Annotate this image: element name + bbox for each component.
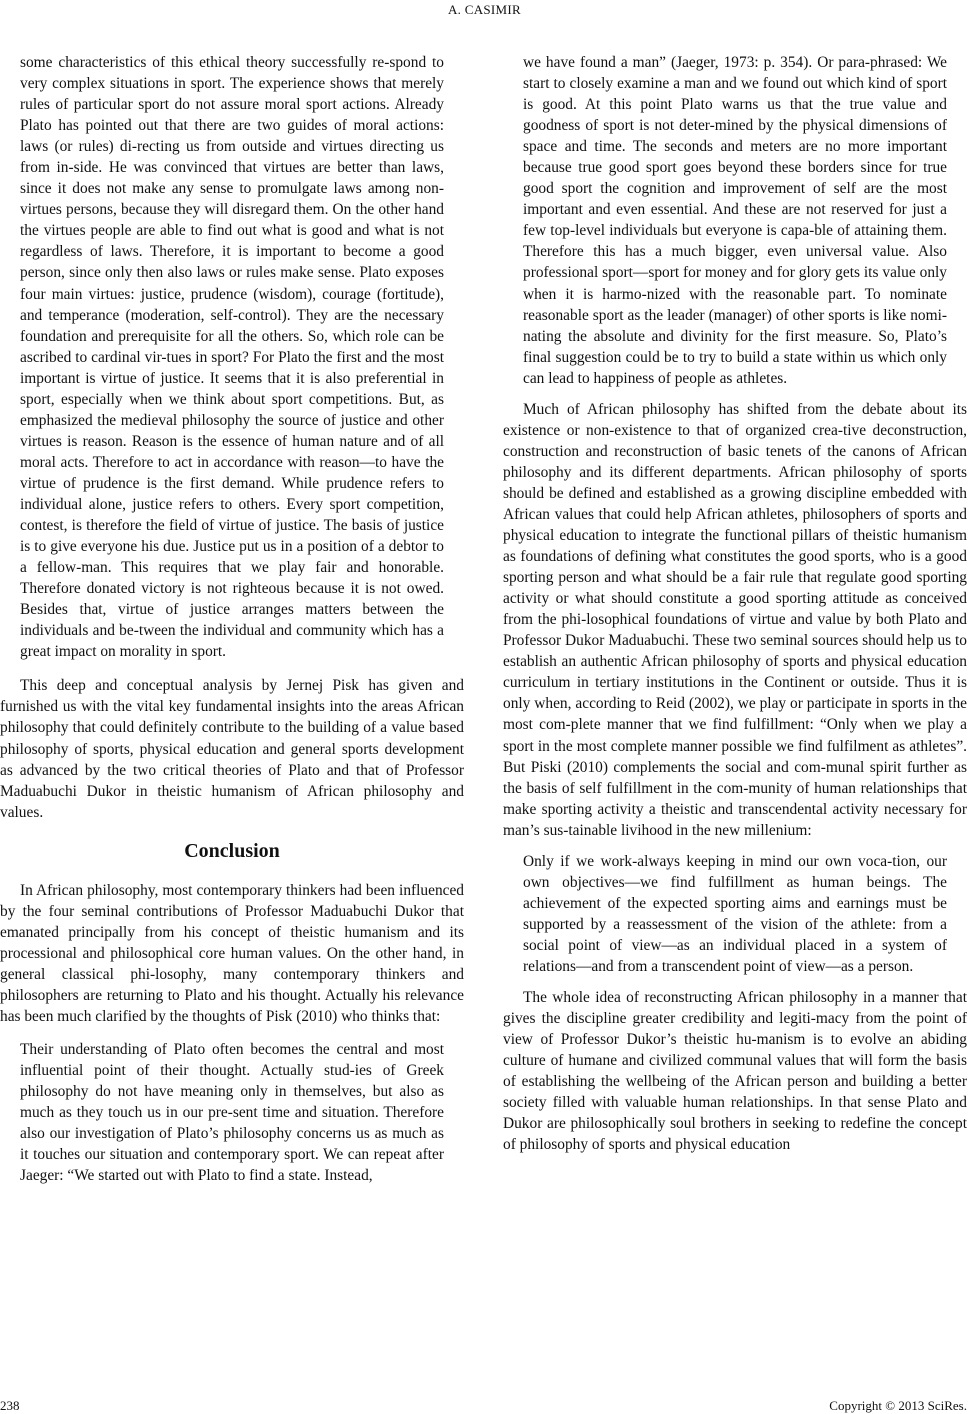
paragraph-pisk-analysis: This deep and conceptual analysis by Jernej Pisk has given and furnished us with the vital key fundamental insights into the areas African philosophy that could definitely contribute to the building of a value based philosophy of sports, physical education and general sports development as advanced by the two critical theories of Plato and that of Professor Maduabuchi Dukor in theistic humanism of African philosophy and values.: [0, 677, 464, 821]
page-number: 238: [0, 1398, 20, 1413]
section-heading-conclusion: Conclusion: [184, 839, 280, 862]
right-column: [503, 52, 967, 1155]
block-quote-jaeger: we have found a man” (Jaeger, 1973: p. 354). Or para-phrased: We start to closely examine a man and we found out which kind of sport is good. At this point Plato warns us that the true value and goodness of sport is not deter-mined by the physical dimensions of space and time. The seconds and meters are no more important because true good sport goes beyond these borders since for true good sport the cognition and improvement of self are the most important and even essential. And these are not reserved for just a few top-level individuals but everyone is capa-ble of attaining them. Therefore this has a much bigger, even universal value. Also professional sport—sport for money and for glory gets its value only when it is harmo-nized with the reasonable part. To nominate reasonable sport as the leader (manager) of other sports is like nomi-nating the absolute and divinity for the first measure. So, Plato’s final suggestion could be to try to build a state within us which only can lead to happiness of people as athletes.: [523, 54, 947, 387]
paragraph-african-philosophy: Much of African philosophy has shifted from the debate about its existence or non-existence to that of organized crea-tive deconstruction, construction and reconstruction of basic tenets of the canons of African philosophy and its different departments. African philosophy of sports should be defined and established as a growing discipline embedded with African values that could help African athletes, philosophers of sports and physical education to integrate the functional pillars of theistic humanism as foundations of defining what constitutes the good sports, who is a good sporting person and what should be a fair rule that regulate good sporting activity or what should constitute a good sporting attitude as conceived from the phi-losophical foundations of virtue and value by both Plato and Professor Dukor Maduabuchi. These two seminal sources should help us to establish an authentic African philosophy of sports and physical education curriculum in tertiary institutions in the Continent or outside. Thus it is only when, according to Reid (2002), we play or participate in sports in the most com-plete manner that we find fulfillment: “Only when we play a sport in the most complete manner possible we find fulfilment as athletes”. But Piski (2010) complements the social and com-munal spirit further as the basis of self fulfillment in the com-munity of human relationships that make sporting activity a theistic and transcendental activity necessary for man’s sus-tainable livihood in the new millenium:: [503, 400, 967, 839]
paragraph-reconstructing: The whole idea of reconstructing African philosophy in a manner that gives the discipline greater credibility and legiti-macy from the point of view of Professor Dukor’s theistic hu-manism is to evolve an abiding culture of humane and civilized communal values that will form the basis of establishing the wellbeing of the African person and building a better society filled with valuable human relationships. In that sense Plato and Dukor are philosophically soul brothers in seeking to redefine the concept of philosophy of sports and physical education: [503, 989, 967, 1154]
copyright-notice: Copyright © 2013 SciRes.: [829, 1398, 967, 1413]
paragraph-conclusion: In African philosophy, most contemporary thinkers had been influenced by the four seminal contributions of Professor Maduabuchi Dukor that emanated principally from his concept of theistic humanism and its processional and philosophical core human values. On the other hand, in general classical phi-losophy, many contemporary thinkers and philosophers are returning to Plato and his thought. Actually his relevance has been much clarified by the thoughts of Pisk (2010) who thinks that:: [0, 881, 464, 1025]
block-quote-fulfillment: Only if we work-always keeping in mind our own voca-tion, our own objectives—we find fulfillment as human beings. The achievement of the expected sporting aims and earnings must be supported by a reassessment of the vision of the athlete: from a social point of view—as an individual placed in a system of relations—and from a transcendent point of view—as a person.: [523, 852, 947, 975]
block-quote-understanding-plato: Their understanding of Plato often becomes the central and most influential point of their thought. Actually stud-ies of Greek philosophy do not have meaning only in themselves, but also as much as they touch us in our pre-sent time and situation. Therefore also our investigation of Plato’s philosophy concerns us as much as it touches our situation and contemporary sport. We can repeat after Jaeger: “We started out with Plato to find a state. Instead,: [20, 1041, 444, 1185]
left-column: [0, 52, 464, 1186]
block-quote-plato-virtues: some characteristics of this ethical theory successfully re-spond to very complex situations in sport. The experience shows that merely rules of particular sport do not assure moral sport actions. Already Plato has pointed out that there are two guides of moral actions: laws (or rules) di-recting us from outside and virtues directing us from in-side. He was convinced that virtues are better than laws, since it does not make any sense to promulgate laws among non-virtues persons, because they will disregard them. On the other hand the virtues people are able to find out what is good and what is not regardless of laws. Therefore, it is important to become a good person, since only then also laws or rules make sense. Plato exposes four main virtues: justice, prudence (wisdom), courage (fortitude), and temperance (moderation, self-control). They are the necessary foundation and prerequisite for all the others. So, which role can be ascribed to cardinal vir-tues in sport? For Plato the first and the most important is virtue of justice. It seems that it is also preferential in sport, especially when we think about sport competitions. But, as emphasized the medieval philosophy the source of justice and other virtues is reason. Reason is the essence of human nature and of all moral acts. Therefore to act in accordance with reason—to have the virtue of prudence is the first demand. While prudence refers to individual alone, justice refers to others. Every sport competition, contest, is therefore the field of virtue of justice. The basis of justice is to give everyone his due. Justice put us in a position of a debtor to a fellow-man. This requires that we play fair and honorable. Therefore donated victory is not righteous because it is not owed. Besides that, virtue of justice arranges matters between the individuals and be-tween the individual and community which has a great impact on morality in sport.: [20, 54, 444, 661]
running-head: A. CASIMIR: [447, 2, 522, 17]
